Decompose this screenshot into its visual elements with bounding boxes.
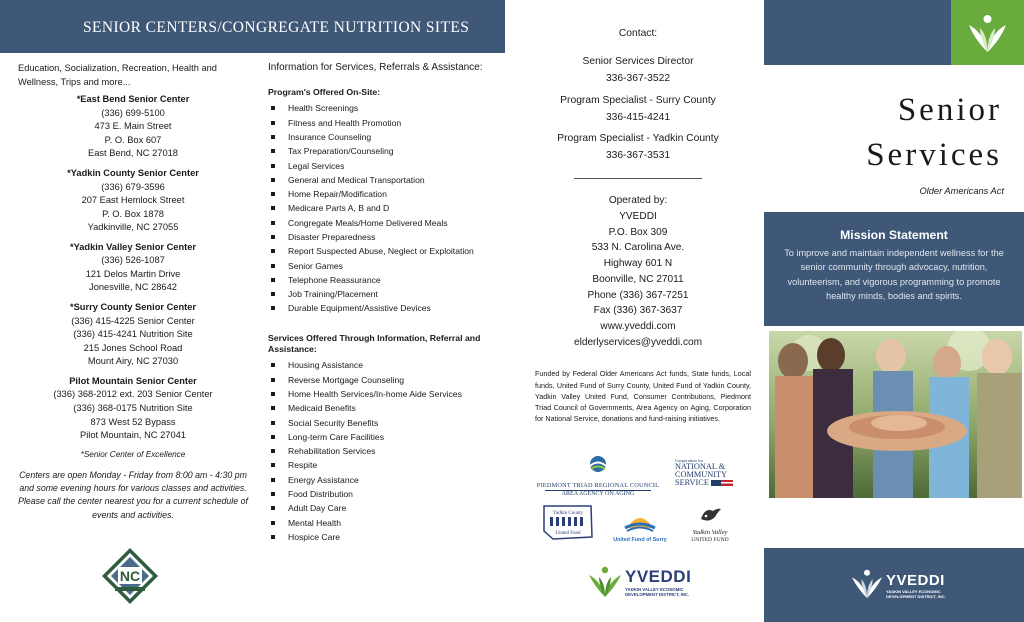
center-line: (336) 415-4241 Nutrition Site xyxy=(73,329,193,340)
service-item: Long-term Care Facilities xyxy=(268,430,500,444)
center-line: (336) 368-0175 Nutrition Site xyxy=(73,402,193,413)
center-of-excellence-badge-icon xyxy=(101,547,159,605)
center-line: P. O. Box 1878 xyxy=(102,208,164,219)
cover-title-line1: Senior xyxy=(897,92,1002,128)
cover-title-line2: Services xyxy=(866,137,1002,173)
operator-address: Highway 601 N xyxy=(603,258,673,270)
cover-top-bar xyxy=(764,0,951,65)
service-item: Medicare Parts A, B and D xyxy=(268,201,500,215)
center-line: Pilot Mountain, NC 27041 xyxy=(80,430,186,441)
yveddi-leaf-icon xyxy=(850,568,884,600)
center-name: Pilot Mountain Senior Center xyxy=(69,375,197,386)
divider xyxy=(574,178,702,179)
service-item: Home Health Services/In-home Aide Services xyxy=(268,387,500,401)
service-item: Senior Games xyxy=(268,259,500,273)
center-name: *East Bend Senior Center xyxy=(76,94,190,105)
surry-fund-label: United Fund of Surry xyxy=(613,537,667,543)
yvuf-line: Yadkin Valley xyxy=(692,529,728,536)
center-name: *Yadkin County Senior Center xyxy=(67,167,199,178)
center-line: East Bend, NC 27018 xyxy=(88,148,178,159)
yvuf-line: UNITED FUND xyxy=(691,536,729,543)
center-line: Yadkinville, NC 27055 xyxy=(87,222,179,233)
service-item: Fitness and Health Promotion xyxy=(268,116,500,130)
service-item: Social Security Benefits xyxy=(268,416,500,430)
mission-heading: Mission Statement xyxy=(840,228,948,242)
united-fund-surry-logo xyxy=(608,508,672,544)
onsite-heading: Program's Offered On-Site: xyxy=(268,87,381,97)
yadkin-valley-united-fund-logo xyxy=(681,505,739,545)
center-line: Jonesville, NC 28642 xyxy=(89,282,177,293)
operator-name: YVEDDI xyxy=(619,210,657,222)
service-item: Tax Preparation/Counseling xyxy=(268,144,500,158)
yveddi-wordmark: YVEDDI xyxy=(886,572,945,589)
service-item: Respite xyxy=(268,458,500,472)
contact-role: Senior Services Director xyxy=(582,55,694,67)
service-item: Legal Services xyxy=(268,159,500,173)
service-item: Reverse Mortgage Counseling xyxy=(268,373,500,387)
contact-phone: 336-415-4241 xyxy=(605,111,671,123)
center-yadkin-county xyxy=(18,167,248,235)
service-item: Home Repair/Modification xyxy=(268,187,500,201)
cover-green-block xyxy=(951,0,1024,65)
center-line: P. O. Box 607 xyxy=(104,134,162,145)
contact-role: Program Specialist - Yadkin County xyxy=(557,133,719,145)
center-line: Mount Airy, NC 27030 xyxy=(87,356,179,367)
mission-statement-box xyxy=(764,212,1024,326)
referral-heading: Services Offered Through Information, Referral and Assistance: xyxy=(268,332,481,355)
contact-phone: 336-367-3531 xyxy=(605,150,671,162)
ptrc-emblem-icon xyxy=(533,455,663,477)
senior-centers-header: SENIOR CENTERS/CONGREGATE NUTRITION SITES xyxy=(0,0,505,53)
service-item: Telephone Reassurance xyxy=(268,273,500,287)
operated-label: Operated by: xyxy=(608,195,668,207)
operator-fax: Fax (336) 367-3637 xyxy=(593,305,683,317)
center-pilot-mountain xyxy=(18,375,248,443)
service-item: General and Medical Transportation xyxy=(268,173,500,187)
yveddi-subline: DEVELOPMENT DISTRICT, INC. xyxy=(625,592,690,597)
center-line: (336) 368-2012 ext. 203 Senior Center xyxy=(53,389,213,400)
senior-centers-column xyxy=(18,62,248,522)
contact-block xyxy=(513,26,763,165)
service-item: Hospice Care xyxy=(268,530,500,544)
center-name: *Yadkin Valley Senior Center xyxy=(69,241,197,252)
service-item: Insurance Counseling xyxy=(268,130,500,144)
center-line: 215 Jones School Road xyxy=(83,342,183,353)
operator-phone: Phone (336) 367-7251 xyxy=(587,289,689,301)
service-item: Mental Health xyxy=(268,516,500,530)
yveddi-subline: DEVELOPMENT DISTRICT, INC. xyxy=(886,594,946,599)
center-line: (336) 679-3596 xyxy=(101,181,165,192)
center-east-bend xyxy=(18,93,248,161)
yveddi-logo xyxy=(587,563,699,603)
service-item: Disaster Preparedness xyxy=(268,230,500,244)
cover-bottom-bar xyxy=(764,548,1024,622)
svg-text:United Fund: United Fund xyxy=(555,531,581,536)
funding-statement: Funded by Federal Older Americans Act funds, State funds, Local funds, United Fund of Surry County, United Fund of Yadkin County, Yadkin Valley United Fund, Consumer Contributions, Piedmont Triad Council of Governments, Area Agency on Aging, Corporation for National Service, donations and fund-raising initiatives. xyxy=(535,369,751,424)
cns-line: SERVICE xyxy=(675,478,709,487)
yveddi-wordmark: YVEDDI xyxy=(625,567,692,586)
intro-text: Education, Socialization, Recreation, Health and Wellness, Trips and more... xyxy=(18,63,217,87)
center-line: 873 West 52 Bypass xyxy=(90,416,176,427)
svg-text:NC: NC xyxy=(119,568,141,584)
ptrc-aaa: AREA AGENCY ON AGING xyxy=(545,490,651,497)
yadkin-county-united-fund-logo xyxy=(541,503,595,541)
contact-panel xyxy=(513,0,763,622)
service-item: Housing Assistance xyxy=(268,358,500,372)
yadkin-county-map-icon xyxy=(541,503,595,541)
onsite-programs-list xyxy=(268,101,500,315)
yveddi-subline: YADKIN VALLEY ECONOMIC xyxy=(886,589,941,594)
service-item: Food Distribution xyxy=(268,487,500,501)
cns-line: COMMUNITY xyxy=(675,470,728,479)
center-name: *Surry County Senior Center xyxy=(69,302,197,312)
yvuf-bird-icon xyxy=(695,505,725,525)
cns-line: NATIONAL & xyxy=(675,462,726,471)
service-item: Job Training/Placement xyxy=(268,287,500,301)
services-heading: Information for Services, Referrals & Assistance: xyxy=(268,62,483,73)
contact-phone: 336-367-3522 xyxy=(605,72,671,84)
service-item: Adult Day Care xyxy=(268,501,500,515)
svg-text:Yadkin County: Yadkin County xyxy=(552,511,584,516)
service-item: Rehabilitation Services xyxy=(268,444,500,458)
center-line: 121 Delos Martin Drive xyxy=(85,268,181,279)
service-item: Energy Assistance xyxy=(268,473,500,487)
ptrc-logo xyxy=(533,455,663,495)
hours-note: Centers are open Monday - Friday from 8:00 am - 4:30 pm and some evening hours for various classes and activities. Please call the center nearest you for a current schedule of events and activities. xyxy=(18,469,248,520)
service-item: Durable Equipment/Assistive Devices xyxy=(268,301,500,315)
service-item: Report Suspected Abuse, Neglect or Exploitation xyxy=(268,244,500,258)
center-line: 473 E. Main Street xyxy=(94,121,172,132)
service-item: Medicaid Benefits xyxy=(268,401,500,415)
service-item: Congregate Meals/Home Delivered Meals xyxy=(268,216,500,230)
united-fund-sun-icon xyxy=(623,508,657,532)
operator-address: Boonville, NC 27011 xyxy=(592,273,684,285)
center-line: (336) 526-1087 xyxy=(101,255,165,266)
cover-panel xyxy=(764,0,1024,622)
referral-services-list xyxy=(268,358,500,544)
excellence-note: *Senior Center of Excellence xyxy=(80,449,186,459)
operator-website: www.yveddi.com xyxy=(600,321,676,332)
operator-address: 533 N. Carolina Ave. xyxy=(591,242,685,254)
contact-role: Program Specialist - Surry County xyxy=(560,94,716,106)
ptrc-name: PIEDMONT TRIAD REGIONAL COUNCIL xyxy=(536,482,660,489)
center-line: (336) 699-5100 xyxy=(101,107,165,118)
mission-text: To improve and maintain independent wellness for the senior community through advocacy, nutrition, volunteerism, and vigorous programming to promote healthy minds, bodies and spirits. xyxy=(784,248,1004,301)
cns-logo xyxy=(675,458,741,492)
services-column xyxy=(268,62,500,544)
yveddi-subline: YADKIN VALLEY ECONOMIC xyxy=(625,587,684,592)
flag-stars-icon xyxy=(711,480,733,486)
senior-centers-panel xyxy=(0,0,505,622)
center-surry-county xyxy=(18,301,248,369)
seniors-hands-together-photo xyxy=(769,331,1022,498)
operator-address: P.O. Box 309 xyxy=(608,226,668,238)
contact-title: Contact: xyxy=(618,28,658,39)
cover-subtitle: Older Americans Act xyxy=(919,186,1004,196)
yveddi-leaf-icon xyxy=(587,565,623,599)
service-item: Health Screenings xyxy=(268,101,500,115)
cns-line: Corporation for xyxy=(675,458,704,463)
operated-by-block xyxy=(513,193,763,350)
yveddi-leaf-icon xyxy=(951,0,1024,65)
operator-email: elderlyservices@yveddi.com xyxy=(573,336,703,348)
center-line: 207 East Hemlock Street xyxy=(81,195,185,206)
center-yadkin-valley xyxy=(18,241,248,295)
center-line: (336) 415-4225 Senior Center xyxy=(71,315,195,326)
